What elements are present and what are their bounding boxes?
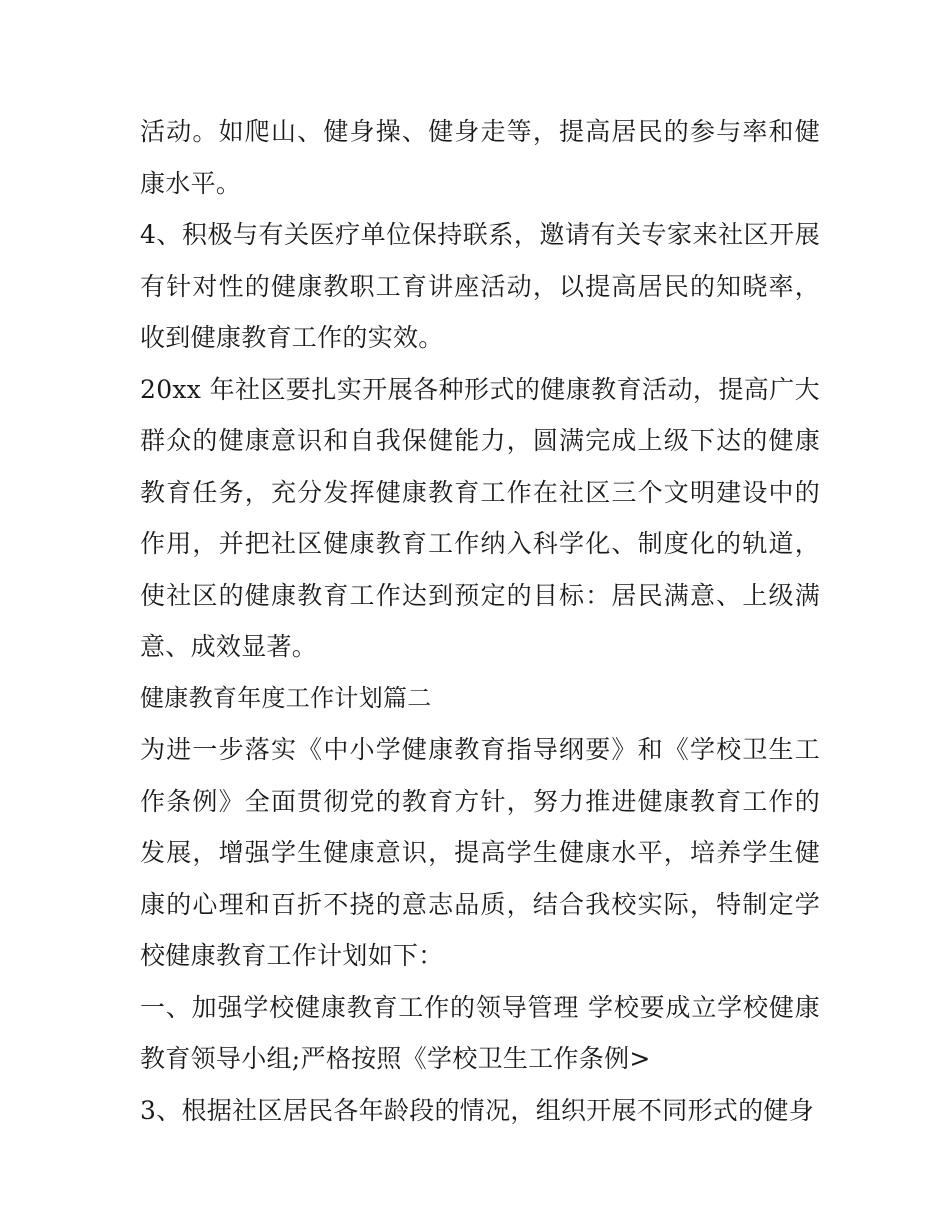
paragraph-item-3: 3、根据社区居民各年龄段的情况，组织开展不同形式的健身 [140, 1095, 815, 1125]
paragraph-section-one: 一、加强学校健康教育工作的领导管理 学校要成立学校健康教育领导小组;严格按照《学校卫生工作条例> [140, 992, 820, 1073]
paragraph-intro: 为进一步落实《中小学健康教育指导纲要》和《学校卫生工作条例》全面贯彻党的教育方针，努力推进健康教育工作的发展，增强学生健康意识，提高学生健康水平，培养学生健康的心理和百折不挠的意志品质，结合我校实际，特制定学校健康教育工作计划如下： [140, 735, 820, 970]
paragraph-activities-continued: 活动。如爬山、健身操、健身走等，提高居民的参与率和健康水平。 [140, 117, 820, 198]
section-heading: 健康教育年度工作计划篇二 [140, 683, 432, 712]
paragraph-annual-goal: 20xx 年社区要扎实开展各种形式的健康教育活动，提高广大群众的健康意识和自我保健能力，圆满完成上级下达的健康教育任务，充分发挥健康教育工作在社区三个文明建设中的作用，并把社区健康教育工作纳入科学化、制度化的轨道，使社区的健康教育工作达到预定的目标：居民满意、上级满意、成效显著。 [140, 374, 820, 661]
document-body [140, 106, 820, 1136]
paragraph-item-4: 4、积极与有关医疗单位保持联系，邀请有关专家来社区开展有针对性的健康教职工育讲座活动，以提高居民的知晓率，收到健康教育工作的实效。 [140, 220, 820, 352]
